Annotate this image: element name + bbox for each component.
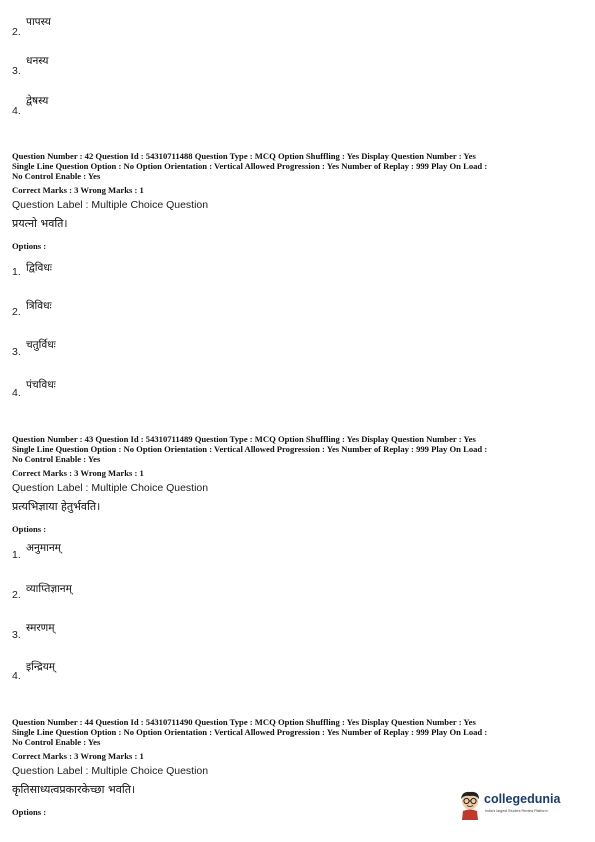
option-text: व्याप्तिज्ञानम् xyxy=(26,583,72,595)
question-text: प्रयत्नो भवति। xyxy=(12,217,68,230)
question-meta xyxy=(12,434,587,464)
option-text: पंचविधः xyxy=(26,379,56,391)
marks-line: Correct Marks : 3 Wrong Marks : 1 xyxy=(12,468,144,478)
question-label: Question Label : Multiple Choice Question xyxy=(12,482,209,494)
option-text: चतुर्विधः xyxy=(26,339,56,351)
question-meta xyxy=(12,717,587,747)
options-label: Options : xyxy=(12,241,47,251)
meta-line: No Control Enable : Yes xyxy=(12,171,101,182)
question-text: कृतिसाध्यत्वप्रकारकेच्छा भवति। xyxy=(12,783,136,796)
option-number: 2. xyxy=(12,306,21,318)
question-label: Question Label : Multiple Choice Question xyxy=(12,765,209,777)
options-label: Options : xyxy=(12,807,47,817)
option-number: 2. xyxy=(12,589,21,601)
meta-line: Question Number : 44 Question Id : 54310711490 Question Type : MCQ Option Shuffling : Yes Display Question Number : Yes xyxy=(12,717,476,727)
meta-line: No Control Enable : Yes xyxy=(12,454,101,465)
meta-line: No Control Enable : Yes xyxy=(12,737,101,748)
option-text: स्मरणम् xyxy=(26,622,55,634)
question-text: प्रत्यभिज्ञाया हेतुर्भवति। xyxy=(12,500,101,513)
option-number: 4. xyxy=(12,670,21,682)
option-text: पापस्य xyxy=(26,16,51,28)
question-label: Question Label : Multiple Choice Question xyxy=(12,199,209,211)
option-number: 1. xyxy=(12,549,21,561)
meta-line: Single Line Question Option : No Option Orientation : Vertical Allowed Progression : Yes Number of Replay : 999 Play On Load : xyxy=(12,727,488,738)
option-number: 1. xyxy=(12,266,21,278)
option-text: इन्द्रियम् xyxy=(26,661,56,673)
option-text: धनस्य xyxy=(26,55,49,67)
option-number: 4. xyxy=(12,105,21,117)
logo-wordmark: collegedunia xyxy=(484,792,561,806)
option-text: त्रिविधः xyxy=(26,300,52,312)
option-number: 3. xyxy=(12,346,21,358)
marks-line: Correct Marks : 3 Wrong Marks : 1 xyxy=(12,751,144,761)
option-number: 2. xyxy=(12,26,21,38)
mascot-icon xyxy=(458,790,482,820)
question-meta xyxy=(12,151,587,181)
option-number: 3. xyxy=(12,629,21,641)
marks-line: Correct Marks : 3 Wrong Marks : 1 xyxy=(12,185,144,195)
option-number: 4. xyxy=(12,387,21,399)
meta-line: Single Line Question Option : No Option Orientation : Vertical Allowed Progression : Yes Number of Replay : 999 Play On Load : xyxy=(12,161,488,172)
option-text: द्वेषस्य xyxy=(26,95,49,107)
option-number: 3. xyxy=(12,65,21,77)
logo-tagline: India's largest Student Review Platform xyxy=(485,809,548,813)
options-label: Options : xyxy=(12,524,47,534)
collegedunia-logo xyxy=(458,788,570,822)
meta-line: Question Number : 43 Question Id : 54310711489 Question Type : MCQ Option Shuffling : Yes Display Question Number : Yes xyxy=(12,434,476,444)
option-text: अनुमानम् xyxy=(26,542,61,554)
meta-line: Question Number : 42 Question Id : 54310711488 Question Type : MCQ Option Shuffling : Yes Display Question Number : Yes xyxy=(12,151,476,161)
meta-line: Single Line Question Option : No Option Orientation : Vertical Allowed Progression : Yes Number of Replay : 999 Play On Load : xyxy=(12,444,488,455)
option-text: द्विविधः xyxy=(26,262,52,274)
